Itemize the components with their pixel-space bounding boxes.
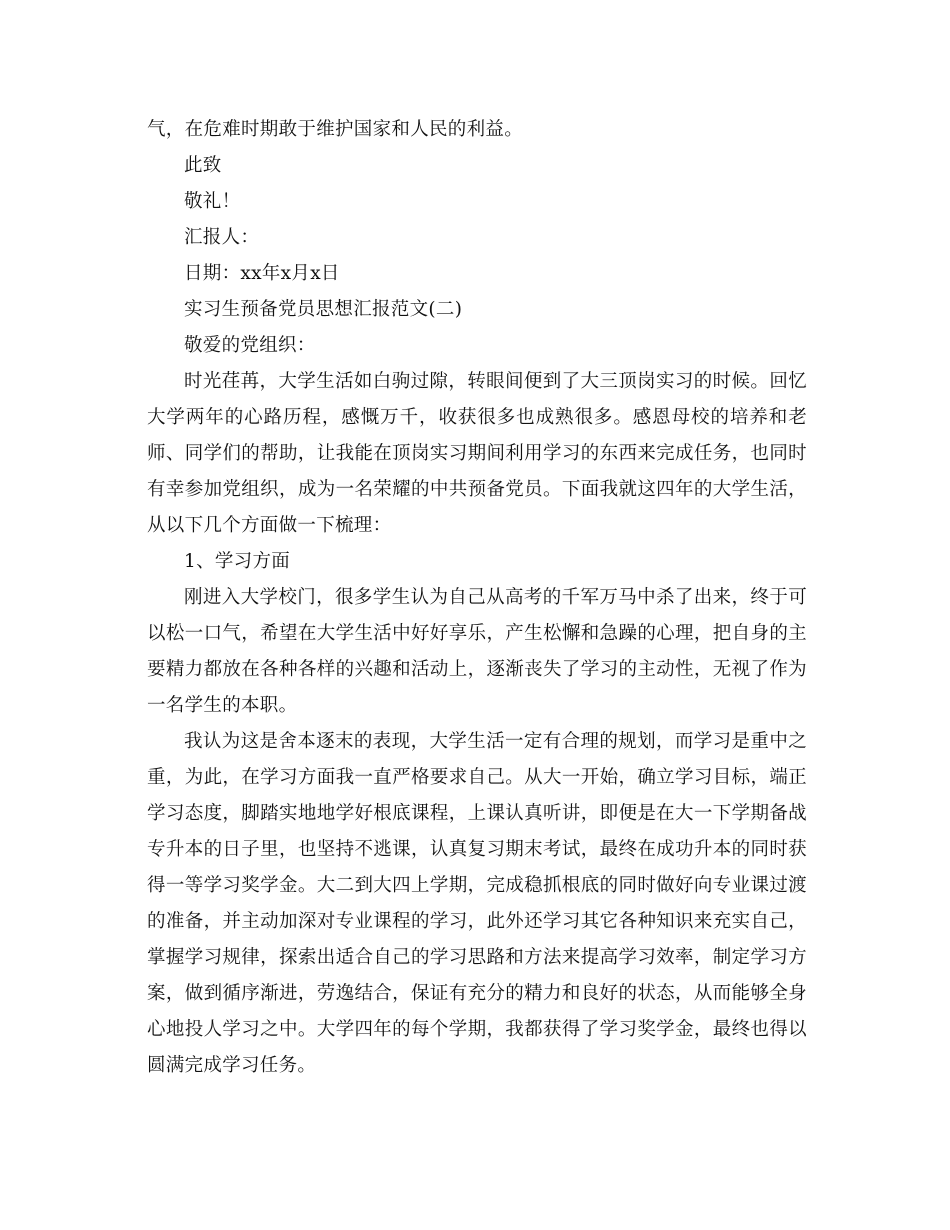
section-title: 实习生预备党员思想汇报范文(二) (184, 299, 463, 320)
closing-line-1: 此致 (184, 155, 222, 176)
continuation-line: 气，在危难时期敢于维护国家和人民的利益。 (147, 119, 524, 140)
paragraph-study-1: 刚进入大学校门，很多学生认为自己从高考的千军万马中杀了出来，终于可以松一口气，希望在大学生活中好好享乐，产生松懈和急躁的心理，把自身的主要精力都放在各种各样的兴趣和活动上，逐渐丧失了学习的主动性，无视了作为一名学生的本职。 (147, 587, 807, 716)
section-heading-study: 1、学习方面 (184, 551, 291, 572)
document-body (147, 112, 807, 1084)
salutation: 敬爱的党组织： (184, 335, 316, 356)
paragraph-intro: 时光荏苒，大学生活如白驹过隙，转眼间便到了大三顶岗实习的时候。回忆大学两年的心路历程，感慨万千，收获很多也成熟很多。感恩母校的培养和老师、同学们的帮助，让我能在顶岗实习期间利用学习的东西来完成任务，也同时有幸参加党组织，成为一名荣耀的中共预备党员。下面我就这四年的大学生活，从以下几个方面做一下梳理： (147, 371, 807, 536)
paragraph-study-2: 我认为这是舍本逐末的表现，大学生活一定有合理的规划，而学习是重中之重，为此，在学习方面我一直严格要求自己。从大一开始，确立学习目标，端正学习态度，脚踏实地地学好根底课程，上课认真听讲，即便是在大一下学期备战专升本的日子里，也坚持不逃课，认真复习期末考试，最终在成功升本的同时获得一等学习奖学金。大二到大四上学期，完成稳抓根底的同时做好向专业课过渡的准备，并主动加深对专业课程的学习，此外还学习其它各种知识来充实自己，掌握学习规律，探索出适合自己的学习思路和方法来提高学习效率，制定学习方案，做到循序渐进，劳逸结合，保证有充分的精力和良好的状态，从而能够全身心地投人学习之中。大学四年的每个学期，我都获得了学习奖学金，最终也得以圆满完成学习任务。 (147, 731, 807, 1076)
date-line: 日期：xx年x月x日 (184, 263, 340, 284)
reporter-line: 汇报人： (184, 227, 260, 248)
closing-line-2: 敬礼！ (184, 191, 241, 212)
